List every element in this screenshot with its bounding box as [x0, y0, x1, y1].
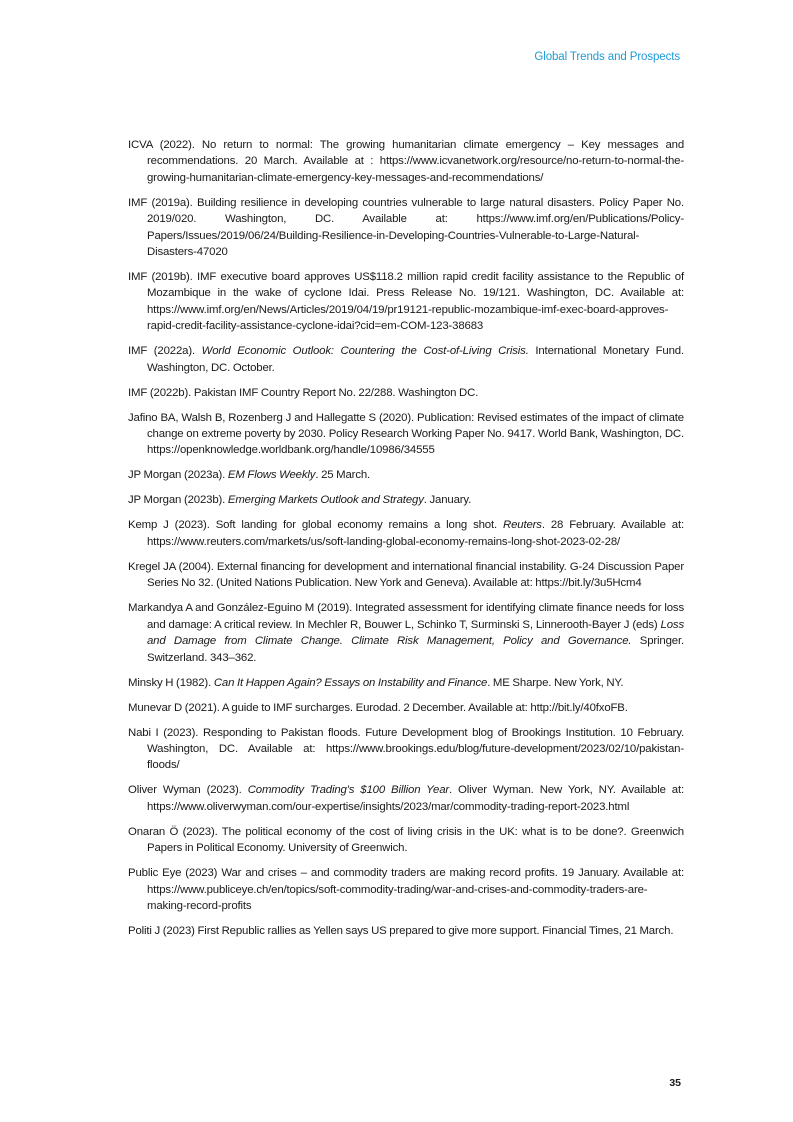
reference-title-italic: Emerging Markets Outlook and Strategy — [227, 494, 424, 507]
reference-text: Springer. Switzerland. 343–362. — [147, 635, 684, 664]
reference-title-italic: Can It Happen Again? Essays on Instability and Finance — [213, 676, 488, 689]
reference-title-italic: Loss and Damage from Climate Change. Climate Risk Management, Policy and Governance. — [147, 618, 684, 648]
reference-entry — [128, 137, 684, 186]
reference-text: Markandya A and González-Eguino M (2019). Integrated assessment for identifying climate finance needs for loss and damage: A critical review. In Mechler R, Bouwer L, Schinko T, Surminski S, Linnerooth-Bayer J (eds) — [128, 602, 684, 631]
reference-text: IMF (2019b). IMF executive board approves US$118.2 million rapid credit facility assistance to the Republic of Mozambique in the wake of cyclone Idai. Press Release No. 19/121. Washington, DC. Available at: https://www.imf.org/en/News/Articles/2019/04/19/pr19121-republic-mozambique-imf-exec-board-approves-rapid-credit-facility-assistance-cyclone-idai?cid=em-COM-123-38683 — [128, 271, 684, 333]
reference-text: . Oliver Wyman. New York, NY. Available at: https://www.oliverwyman.com/our-expertise/insights/2023/mar/commodity-trading-report-2023.html — [147, 784, 685, 813]
reference-text: Munevar D (2021). A guide to IMF surcharges. Eurodad. 2 December. Available at: http://bit.ly/40fxoFB. — [128, 701, 628, 714]
reference-entry — [128, 410, 684, 459]
reference-entry — [128, 492, 684, 508]
reference-text: . January. — [423, 494, 472, 507]
reference-text: IMF (2022a). — [128, 345, 202, 358]
reference-entry — [128, 923, 684, 939]
reference-text: Nabi I (2023). Responding to Pakistan floods. Future Development blog of Brookings Institution. 10 February. Washington, DC. Available at: https://www.brookings.edu/blog/future-development/2023/02/10/pakistan-floods/ — [128, 726, 684, 772]
reference-entry — [128, 385, 684, 401]
reference-text: . 28 February. Available at: https://www.reuters.com/markets/us/soft-landing-global-economy-remains-long-shot-2023-02-28/ — [147, 519, 684, 548]
reference-entry — [128, 343, 684, 376]
reference-text: Jafino BA, Walsh B, Rozenberg J and Hallegatte S (2020). Publication: Revised estimates of the impact of climate change on extreme poverty by 2030. Policy Research Working Paper No. 9417. World Bank, Washington, DC. https://openknowledge.worldbank.org/handle/10986/34555 — [128, 411, 684, 457]
reference-text: Kregel JA (2004). External financing for development and international financial instability. G-24 Discussion Paper Series No 32. (United Nations Publication. New York and Geneva). Available at: https://bit.ly/3u5Hcm4 — [128, 560, 684, 590]
reference-text: ICVA (2022). No return to normal: The growing humanitarian climate emergency – Key messages and recommendations. 20 March. Available at : https://www.icvanetwork.org/resource/no-return-to-normal-the-growing-humanitarian-climate-emergency-key-messages-and-recommendations/ — [128, 139, 684, 184]
reference-entry — [128, 269, 684, 335]
reference-text: IMF (2022b). Pakistan IMF Country Report No. 22/288. Washington DC. — [128, 386, 479, 399]
reference-list — [128, 137, 684, 948]
reference-entry — [128, 700, 684, 716]
reference-text: Minsky H (1982). — [128, 676, 214, 689]
reference-text: . 25 March. — [315, 469, 371, 482]
reference-text: JP Morgan (2023a). — [128, 469, 228, 482]
reference-entry — [128, 824, 684, 857]
reference-text: IMF (2019a). Building resilience in developing countries vulnerable to large natural disasters. Policy Paper No. 2019/020. Washington, DC. Available at: https://www.imf.org/en/Publications/Policy-Papers/Issues/2019/06/24/Building-Resilience-in-Developing-Countries-Vulnerable-to-Large-Natural-Disasters-47020 — [128, 196, 684, 259]
reference-title-italic: Commodity Trading's $100 Billion Year — [247, 784, 450, 797]
page-number: 35 — [669, 1077, 681, 1089]
reference-entry — [128, 865, 684, 914]
reference-text: International Monetary Fund. Washington, DC. October. — [147, 345, 684, 374]
reference-entry — [128, 675, 684, 691]
reference-text: Kemp J (2023). Soft landing for global economy remains a long shot. — [128, 519, 503, 532]
reference-text: JP Morgan (2023b). — [128, 494, 228, 507]
reference-text: Public Eye (2023) War and crises – and commodity traders are making record profits. 19 January. Available at: https://www.publiceye.ch/en/topics/soft-commodity-trading/war-and-crises-and-commodity-traders-are-making-record-profits — [128, 867, 684, 912]
reference-title-italic: EM Flows Weekly — [227, 469, 316, 482]
reference-title-italic: World Economic Outlook: Countering the Cost-of-Living Crisis. — [201, 345, 529, 358]
reference-title-italic: Reuters — [503, 519, 542, 532]
running-header: Global Trends and Prospects — [534, 51, 680, 63]
reference-entry — [128, 517, 684, 550]
reference-entry — [128, 725, 684, 774]
reference-entry — [128, 559, 684, 592]
reference-text: Politi J (2023) First Republic rallies as Yellen says US prepared to give more support. Financial Times, 21 March. — [128, 924, 674, 937]
reference-entry — [128, 195, 684, 261]
reference-entry — [128, 600, 684, 666]
reference-text: . ME Sharpe. New York, NY. — [487, 676, 624, 689]
reference-text: Onaran Ö (2023). The political economy of the cost of living crisis in the UK: what is to be done?. Greenwich Papers in Political Economy. University of Greenwich. — [128, 825, 684, 855]
reference-text: Oliver Wyman (2023). — [128, 784, 248, 797]
reference-entry — [128, 467, 684, 483]
reference-entry — [128, 782, 684, 815]
